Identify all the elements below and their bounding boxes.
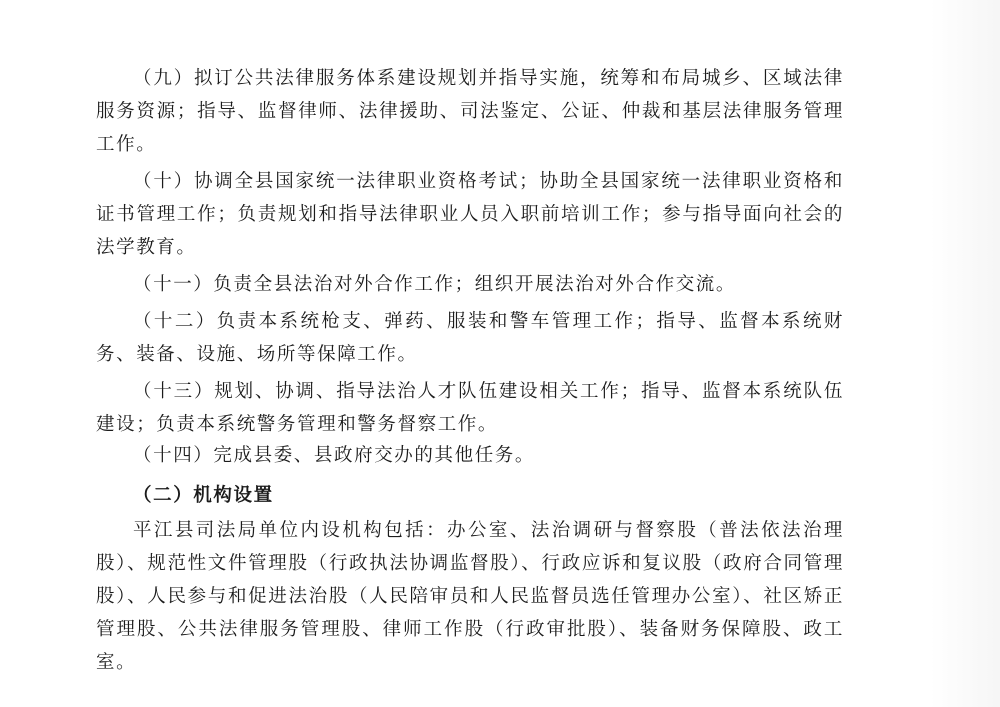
paragraph-item-14: （十四）完成县委、县政府交办的其他任务。 [133, 445, 536, 466]
document-body [96, 62, 844, 679]
paragraph-item-12: （十二）负责本系统枪支、弹药、服装和警车管理工作；指导、监督本系统财务、装备、设施、场所等保障工作。 [96, 311, 844, 365]
scan-edge-shadow [930, 0, 1000, 707]
paragraph-item-11: （十一）负责全县法治对外合作工作；组织开展法治对外合作交流。 [133, 274, 737, 295]
section-heading: （二）机构设置 [133, 485, 274, 506]
paragraph-item-10: （十）协调全县国家统一法律职业资格考试；协助全县国家统一法律职业资格和证书管理工作；负责规划和指导法律职业人员入职前培训工作；参与指导面向社会的法学教育。 [96, 171, 844, 258]
paragraph-item-13: （十三）规划、协调、指导法治人才队伍建设相关工作；指导、监督本系统队伍建设；负责本系统警务管理和警务督察工作。 [96, 381, 844, 435]
paragraph-item-9: （九）拟订公共法律服务体系建设规划并指导实施，统筹和布局城乡、区域法律服务资源；指导、监督律师、法律援助、司法鉴定、公证、仲裁和基层法律服务管理工作。 [96, 68, 844, 155]
section-paragraph: 平江县司法局单位内设机构包括：办公室、法治调研与督察股（普法依法治理股）、规范性文件管理股（行政执法协调监督股）、行政应诉和复议股（政府合同管理股）、人民参与和促进法治股（人民陪审员和人民监督员选任管理办公室）、社区矫正管理股、公共法律服务管理股、律师工作股（行政审批股）、装备财务保障股、政工室。 [96, 520, 844, 673]
